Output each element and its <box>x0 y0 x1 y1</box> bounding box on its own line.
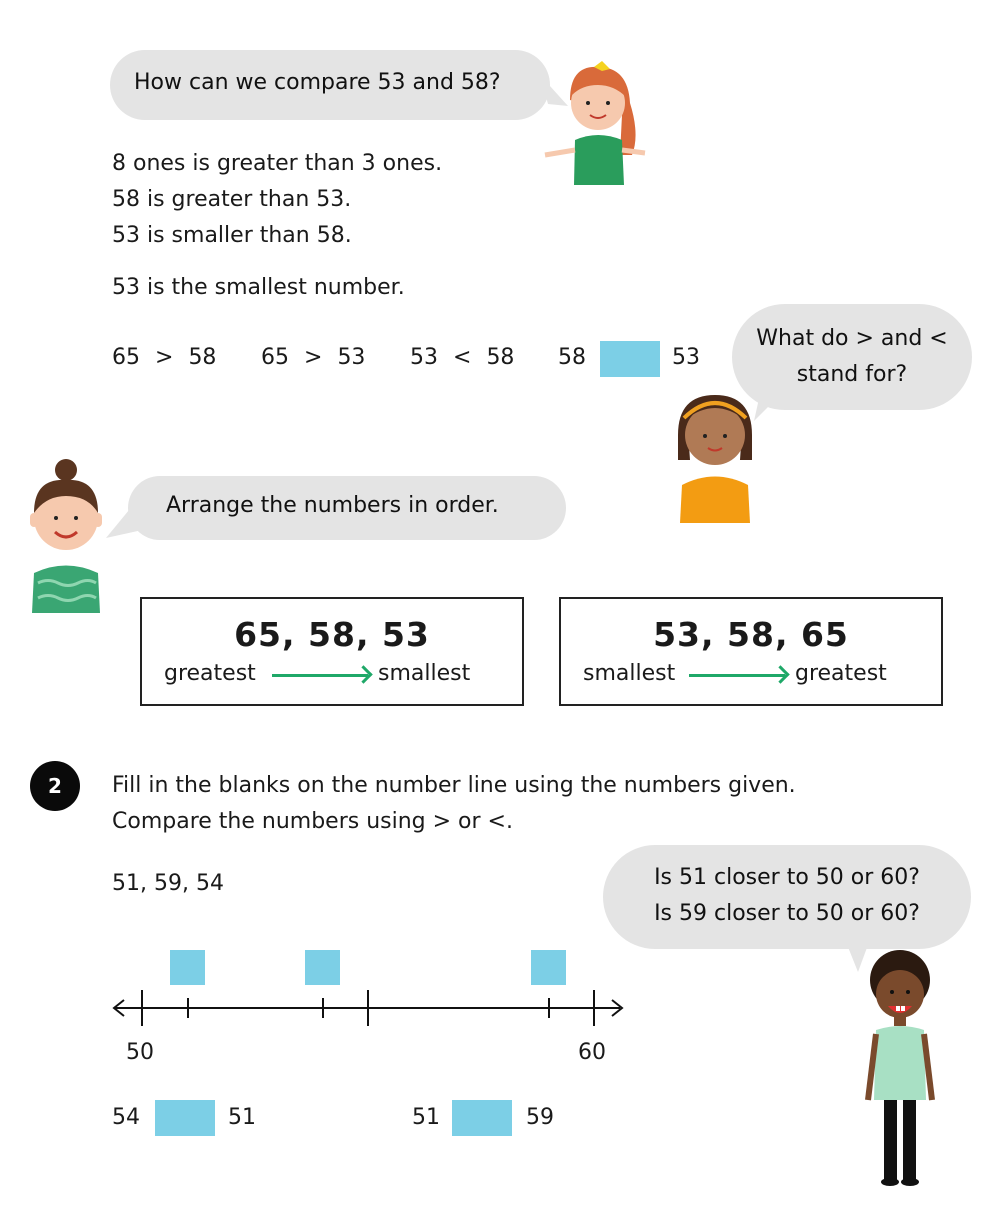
speech-bubble-arrange-tail <box>104 500 144 540</box>
compare-1-blank[interactable] <box>155 1100 215 1136</box>
compare-2-blank[interactable] <box>452 1100 512 1136</box>
order-box-descending <box>140 597 524 706</box>
comparison-1-right: 58 <box>188 345 217 370</box>
compare-2-left: 51 <box>412 1105 440 1130</box>
order-box-ascending-from: smallest <box>583 661 676 686</box>
statement-smallest: 53 is the smallest number. <box>112 275 405 300</box>
number-line-blank-3[interactable] <box>531 950 566 985</box>
speech-bubble-closer <box>603 845 971 949</box>
girl-character-icon <box>540 55 650 190</box>
number-line-blank-2[interactable] <box>305 950 340 985</box>
speech-bubble-compare <box>110 50 550 120</box>
speech-bubble-symbols-line1: What do > and < <box>756 326 948 351</box>
speech-bubble-arrange-text: Arrange the numbers in order. <box>166 493 499 518</box>
speech-bubble-symbols-line2: stand for? <box>796 362 908 387</box>
statement-ones: 8 ones is greater than 3 ones. <box>112 151 443 176</box>
compare-1-right: 51 <box>228 1105 256 1130</box>
statement-greater: 58 is greater than 53. <box>112 187 352 212</box>
compare-1-left: 54 <box>112 1105 140 1130</box>
question-2-instruction-2: Compare the numbers using > or <. <box>112 809 513 834</box>
comparison-4-right: 53 <box>672 345 700 370</box>
number-line-blank-1[interactable] <box>170 950 205 985</box>
comparison-3-sign: < <box>453 345 472 370</box>
comparison-1-sign: > <box>155 345 174 370</box>
order-box-descending-to: smallest <box>378 661 471 686</box>
comparison-2 <box>261 340 365 376</box>
order-box-ascending <box>559 597 943 706</box>
number-line-end-label: 60 <box>578 1040 606 1065</box>
speech-bubble-compare-text: How can we compare 53 and 58? <box>134 70 501 95</box>
comparison-3-left: 53 <box>410 345 438 370</box>
compare-2-right: 59 <box>526 1105 554 1130</box>
comparison-2-left: 65 <box>261 345 289 370</box>
speech-bubble-arrange <box>128 476 566 540</box>
arrow-right-icon <box>272 674 368 677</box>
child-with-bun-icon <box>28 458 108 613</box>
comparison-4-left: 58 <box>558 345 586 370</box>
speech-bubble-closer-line2: Is 59 closer to 50 or 60? <box>654 901 920 926</box>
comparison-1 <box>112 340 216 376</box>
order-box-ascending-to: greatest <box>795 661 887 686</box>
order-box-descending-from: greatest <box>164 661 256 686</box>
question-2-instruction-1: Fill in the blanks on the number line using the numbers given. <box>112 773 796 798</box>
comparison-2-right: 53 <box>337 345 366 370</box>
comparison-3 <box>410 340 514 376</box>
boy-character-icon <box>862 950 942 1190</box>
comparison-2-sign: > <box>304 345 323 370</box>
order-box-ascending-numbers: 53, 58, 65 <box>653 615 849 654</box>
comparison-1-left: 65 <box>112 345 140 370</box>
order-box-descending-numbers: 65, 58, 53 <box>234 615 430 654</box>
arrow-right-icon <box>689 674 785 677</box>
given-numbers: 51, 59, 54 <box>112 871 224 896</box>
girl-with-headband-icon <box>670 390 760 525</box>
speech-bubble-closer-line1: Is 51 closer to 50 or 60? <box>654 865 920 890</box>
statement-smaller: 53 is smaller than 58. <box>112 223 352 248</box>
number-line-start-label: 50 <box>126 1040 154 1065</box>
comparison-3-right: 58 <box>486 345 515 370</box>
question-number-badge: 2 <box>30 761 80 811</box>
comparison-4-blank[interactable] <box>600 341 660 377</box>
